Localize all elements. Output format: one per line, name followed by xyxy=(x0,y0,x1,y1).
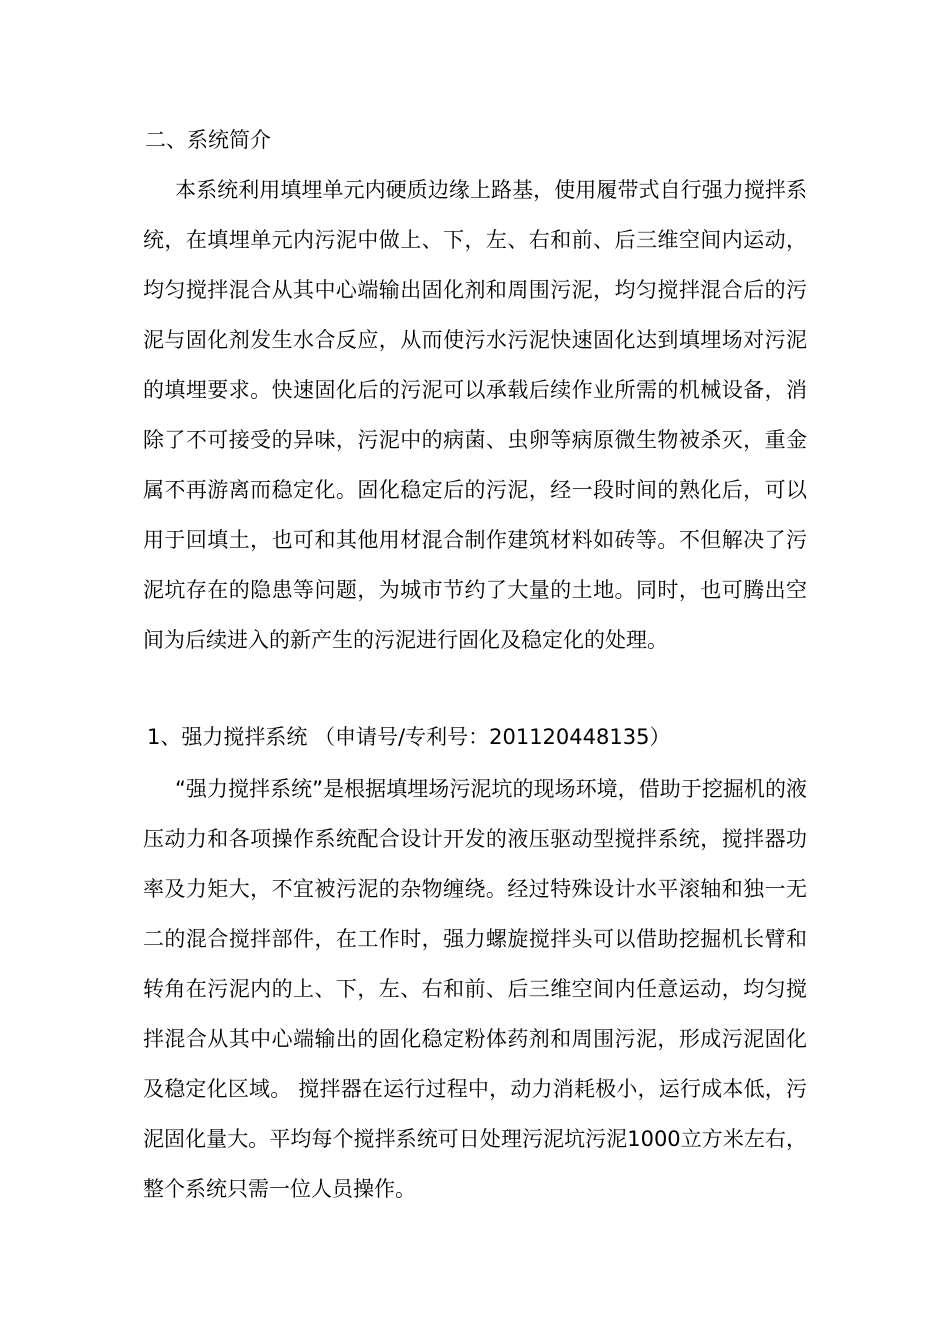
system-paragraph: “强力搅拌系统”是根据填埋场污泥坑的现场环境，借助于挖掘机的液压动力和各项操作系统配合设计开发的液压驱动型搅拌系统，搅拌器功率及力矩大，不宜被污泥的杂物缠绕。经过特殊设计水平滚轴和独一无二的混合搅拌部件，在工作时，强力螺旋搅拌头可以借助挖掘机长臂和转角在污泥内的上、下，左、右和前、后三维空间内任意运动，均匀搅拌混合从其中心端输出的固化稳定粉体药剂和周围污泥，形成污泥固化及稳定化区域。 搅拌器在运行过程中，动力消耗极小，运行成本低，污泥固化量大。平均每个搅拌系统可日处理污泥坑污泥1000立方米左右，整个系统只需一位人员操作。 xyxy=(143,777,807,1201)
subsection-heading: 1、强力搅拌系统 （申请号/专利号：201120448135） xyxy=(147,725,671,749)
intro-paragraph: 本系统利用填埋单元内硬质边缘上路基，使用履带式自行强力搅拌系统，在填埋单元内污泥中做上、下，左、右和前、后三维空间内运动，均匀搅拌混合从其中心端输出固化剂和周围污泥，均匀搅拌混合后的污泥与固化剂发生水合反应，从而使污水污泥快速固化达到填埋场对污泥的填埋要求。快速固化后的污泥可以承载后续作业所需的机械设备，消除了不可接受的异味，污泥中的病菌、虫卵等病原微生物被杀灭，重金属不再游离而稳定化。固化稳定后的污泥，经一段时间的熟化后，可以用于回填土，也可和其他用材混合制作建筑材料如砖等。不但解决了污泥坑存在的隐患等问题，为城市节约了大量的土地。同时，也可腾出空间为后续进入的新产生的污泥进行固化及稳定化的处理。 xyxy=(143,178,807,652)
section-heading: 二、系统简介 xyxy=(145,128,271,152)
